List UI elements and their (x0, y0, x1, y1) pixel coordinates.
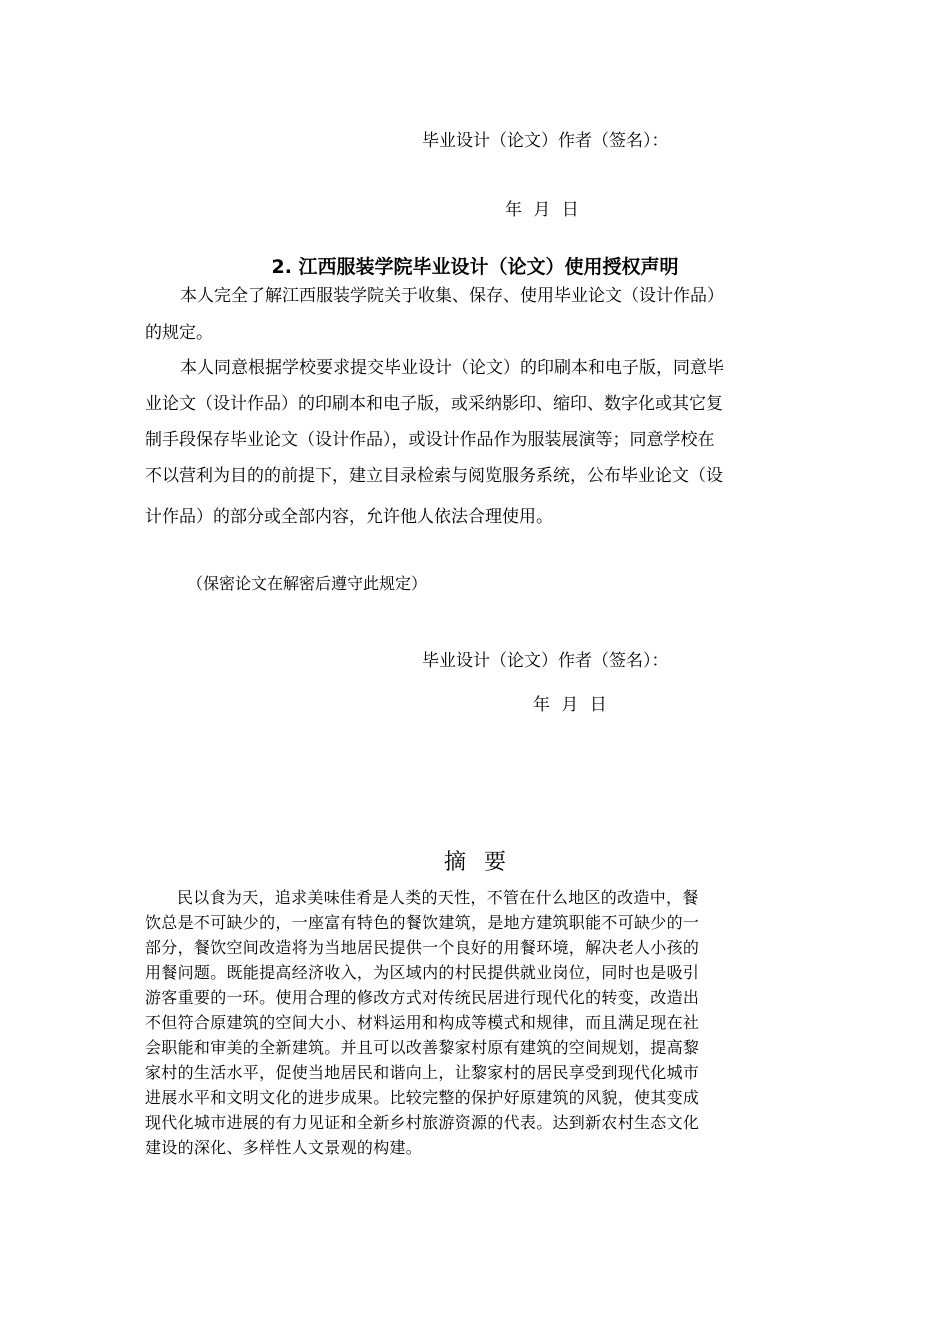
date-line-2: 年 月 日 (533, 695, 607, 715)
signature-line-2: 毕业设计（论文）作者（签名）： (422, 651, 669, 671)
abstract-line: 不但符合原建筑的空间大小、材料运用和构成等模式和规律，而且满足现在社 (145, 1013, 700, 1032)
abstract-line: 家村的生活水平，促使当地居民和谐向上，让黎家村的居民享受到现代化城市 (145, 1063, 700, 1082)
date-line-1: 年 月 日 (505, 200, 579, 220)
declaration-line: 的规定。 (145, 323, 213, 343)
abstract-title: 摘要 (443, 850, 524, 875)
declaration-title: 2. 江西服装学院毕业设计（论文）使用授权声明 (271, 256, 679, 278)
declaration-line: 制手段保存毕业论文（设计作品），或设计作品作为服装展演等；同意学校在 (145, 430, 715, 450)
abstract-line: 饮总是不可缺少的，一座富有特色的餐饮建筑，是地方建筑职能不可缺少的一 (145, 913, 700, 932)
abstract-line: 部分，餐饮空间改造将为当地居民提供一个良好的用餐环境，解决老人小孩的 (145, 938, 700, 957)
declaration-line: 本人完全了解江西服装学院关于收集、保存、使用毕业论文（设计作品） (180, 286, 724, 306)
declaration-line: 本人同意根据学校要求提交毕业设计（论文）的印刷本和电子版，同意毕 (180, 358, 724, 378)
abstract-line: 建设的深化、多样性人文景观的构建。 (145, 1138, 423, 1157)
declaration-line: 不以营利为目的的前提下，建立目录检索与阅览服务系统，公布毕业论文（设 (145, 466, 723, 486)
confidential-note: （保密论文在解密后遵守此规定） (187, 574, 428, 593)
abstract-line: 现代化城市进展的有力见证和全新乡村旅游资源的代表。达到新农村生态文化 (145, 1113, 700, 1132)
declaration-line: 业论文（设计作品）的印刷本和电子版，或采纳影印、缩印、数字化或其它复 (145, 394, 723, 414)
abstract-line: 用餐问题。既能提高经济收入，为区域内的村民提供就业岗位，同时也是吸引 (145, 963, 700, 982)
abstract-line: 会职能和审美的全新建筑。并且可以改善黎家村原有建筑的空间规划，提高黎 (145, 1038, 700, 1057)
signature-line-1: 毕业设计（论文）作者（签名）： (422, 131, 669, 151)
abstract-line: 进展水平和文明文化的进步成果。比较完整的保护好原建筑的风貌，使其变成 (145, 1088, 700, 1107)
abstract-line: 游客重要的一环。使用合理的修改方式对传统民居进行现代化的转变，改造出 (145, 988, 700, 1007)
declaration-line: 计作品）的部分或全部内容，允许他人依法合理使用。 (145, 507, 553, 527)
abstract-line: 民以食为天，追求美味佳肴是人类的天性，不管在什么地区的改造中，餐 (177, 888, 699, 907)
